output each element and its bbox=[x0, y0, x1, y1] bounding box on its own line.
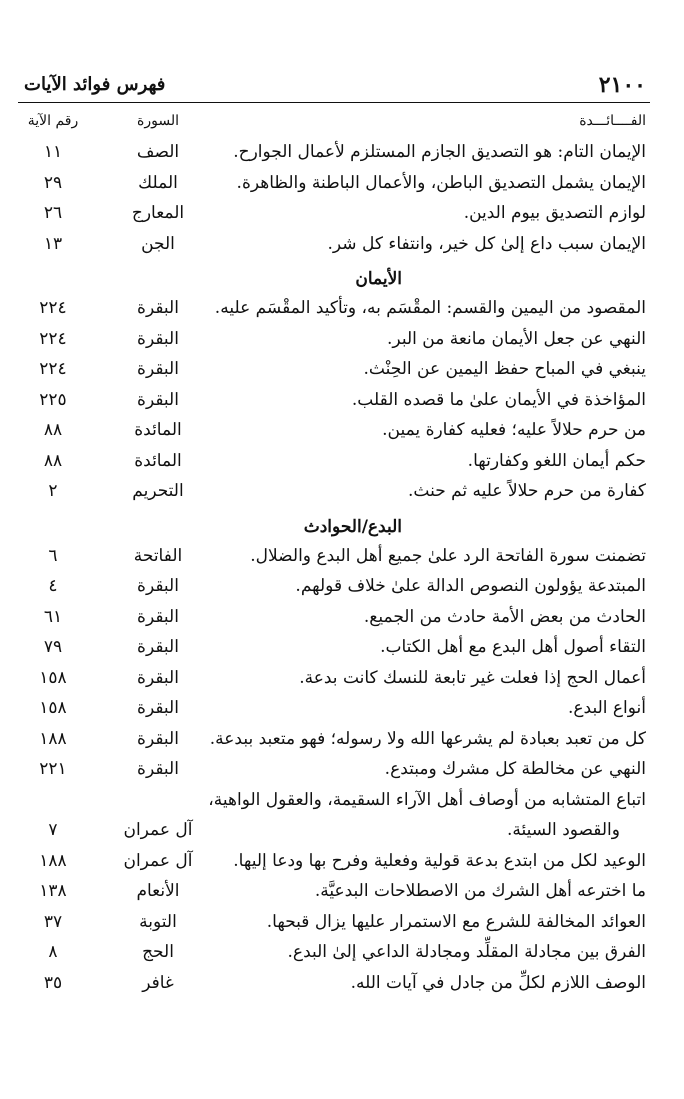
faida-text: المؤاخذة في الأيمان علىٰ ما قصده القلب. bbox=[351, 389, 646, 410]
index-row bbox=[18, 324, 650, 355]
ayah-number: ٨٨ bbox=[43, 420, 63, 440]
faida-text: الإيمان يشمل التصديق الباطن، والأعمال الباطنة والظاهرة. bbox=[236, 172, 646, 193]
column-header-surah: السورة bbox=[137, 113, 179, 129]
section-heading: البدع/الحوادث bbox=[303, 516, 402, 537]
ayah-number: ١٥٨ bbox=[39, 698, 67, 718]
faida-text: أعمال الحج إذا فعلت غير تابعة للنسك كانت بدعة. bbox=[299, 667, 646, 688]
page-number: ٢١٠٠ bbox=[598, 72, 646, 98]
index-row bbox=[18, 602, 650, 633]
ayah-number: ٢٢١ bbox=[39, 759, 67, 779]
surah-name: البقرة bbox=[137, 698, 179, 718]
faida-text: العوائد المخالفة للشرع مع الاستمرار عليها يزال قبحها. bbox=[266, 911, 646, 932]
faida-text: النهي عن جعل الأيمان مانعة من البر. bbox=[387, 328, 646, 349]
surah-name: آل عمران bbox=[123, 850, 193, 871]
column-header-ayah: رقم الآية bbox=[27, 113, 79, 129]
index-row bbox=[18, 846, 650, 877]
index-row bbox=[18, 632, 650, 663]
index-row bbox=[18, 907, 650, 938]
index-list bbox=[18, 137, 650, 998]
faida-text: لوازم التصديق بيوم الدين. bbox=[463, 203, 646, 223]
surah-name: التوبة bbox=[139, 911, 177, 932]
column-headers bbox=[18, 103, 650, 137]
ayah-number: ١٨٨ bbox=[39, 728, 67, 749]
column-header-faida: الفــــائـــدة bbox=[579, 113, 646, 129]
surah-name: البقرة bbox=[137, 328, 179, 349]
surah-name: الصف bbox=[136, 142, 180, 162]
index-row bbox=[18, 815, 650, 846]
surah-name: آل عمران bbox=[123, 820, 193, 840]
ayah-number: ٧٩ bbox=[43, 637, 63, 657]
faida-text: الوعيد لكل من ابتدع بدعة قولية وفعلية وفرح بها ودعا إليها. bbox=[233, 850, 646, 871]
surah-name: الجن bbox=[141, 233, 175, 254]
surah-name: البقرة bbox=[137, 637, 179, 657]
surah-name: البقرة bbox=[137, 298, 179, 318]
ayah-number: ٢٢٤ bbox=[39, 298, 67, 318]
surah-name: البقرة bbox=[137, 359, 179, 379]
surah-name: التحريم bbox=[132, 481, 184, 501]
index-row bbox=[18, 198, 650, 229]
surah-name: البقرة bbox=[137, 759, 179, 779]
ayah-number: ١٣٨ bbox=[39, 881, 67, 901]
ayah-number: ١٣ bbox=[43, 233, 63, 254]
surah-name: الفاتحة bbox=[133, 545, 183, 566]
faida-text: كفارة من حرم حلالاً عليه ثم حنث. bbox=[407, 481, 646, 501]
surah-name: البقرة bbox=[137, 389, 179, 410]
index-row bbox=[18, 476, 650, 507]
faida-text: الحادث من بعض الأمة حادث من الجميع. bbox=[363, 606, 646, 627]
surah-name: المائدة bbox=[134, 450, 182, 471]
faida-text: النهي عن مخالطة كل مشرك ومبتدع. bbox=[384, 759, 646, 779]
surah-name: الملك bbox=[138, 172, 178, 193]
index-row bbox=[18, 754, 650, 785]
faida-text: أنواع البدع. bbox=[567, 698, 646, 718]
index-row bbox=[18, 541, 650, 572]
faida-text: ما اخترعه أهل الشرك من الاصطلاحات البدعيَّة. bbox=[314, 881, 646, 901]
surah-name: البقرة bbox=[137, 606, 179, 627]
faida-text: المبتدعة يؤولون النصوص الدالة علىٰ خلاف قولهم. bbox=[295, 576, 646, 596]
index-page bbox=[18, 68, 650, 998]
surah-name: المعارج bbox=[131, 203, 185, 223]
section-heading: الأيمان bbox=[355, 269, 402, 289]
ayah-number: ٨٨ bbox=[43, 450, 63, 471]
faida-text: التقاء أصول أهل البدع مع أهل الكتاب. bbox=[380, 637, 646, 657]
ayah-number: ٢٦ bbox=[43, 203, 63, 223]
ayah-number: ٤ bbox=[48, 576, 58, 596]
ayah-number: ٢٢٥ bbox=[39, 389, 67, 410]
index-row bbox=[18, 571, 650, 602]
ayah-number: ٢ bbox=[48, 481, 58, 501]
index-row bbox=[18, 693, 650, 724]
faida-text: اتباع المتشابه من أوصاف أهل الآراء السقيمة، والعقول الواهية، bbox=[208, 789, 646, 810]
ayah-number: ١٨٨ bbox=[39, 850, 67, 871]
ayah-number: ٢٢٤ bbox=[39, 359, 67, 379]
surah-name: البقرة bbox=[137, 576, 179, 596]
faida-text: من حرم حلالاً عليه؛ فعليه كفارة يمين. bbox=[382, 420, 646, 440]
ayah-number: ٢٩ bbox=[43, 172, 63, 193]
ayah-number: ٦١ bbox=[43, 606, 63, 627]
page-title: فهرس فوائد الآيات bbox=[24, 74, 166, 95]
faida-text: الفرق بين مجادلة المقلِّد ومجادلة الداعي إلىٰ البدع. bbox=[287, 942, 646, 962]
index-row bbox=[18, 354, 650, 385]
faida-text: والقصود السيئة. bbox=[506, 820, 620, 840]
ayah-number: ٣٧ bbox=[43, 911, 63, 932]
faida-text: تضمنت سورة الفاتحة الرد علىٰ جميع أهل البدع والضلال. bbox=[250, 545, 646, 566]
surah-name: غافر bbox=[142, 972, 174, 993]
index-row bbox=[18, 937, 650, 968]
index-row bbox=[18, 968, 650, 999]
index-row bbox=[18, 293, 650, 324]
index-row bbox=[18, 385, 650, 416]
faida-text: حكم أيمان اللغو وكفارتها. bbox=[467, 450, 646, 471]
index-row bbox=[18, 168, 650, 199]
surah-name: الحج bbox=[142, 942, 174, 962]
ayah-number: ٨ bbox=[48, 942, 58, 962]
ayah-number: ٢٢٤ bbox=[39, 328, 67, 349]
index-row bbox=[18, 415, 650, 446]
ayah-number: ١١ bbox=[43, 142, 63, 162]
faida-text: الإيمان سبب داع إلىٰ كل خير، وانتفاء كل شر. bbox=[327, 233, 646, 254]
ayah-number: ٣٥ bbox=[43, 972, 63, 993]
surah-name: البقرة bbox=[137, 667, 179, 688]
ayah-number: ٦ bbox=[48, 545, 58, 566]
surah-name: البقرة bbox=[137, 728, 179, 749]
index-row bbox=[18, 137, 650, 168]
surah-name: الأنعام bbox=[136, 881, 180, 901]
index-row bbox=[18, 876, 650, 907]
faida-text: كل من تعبد بعبادة لم يشرعها الله ولا رسوله؛ فهو متعبد ببدعة. bbox=[209, 728, 646, 749]
faida-text: المقصود من اليمين والقسم: المقْسَم به، وتأكيد المقْسَم عليه. bbox=[214, 298, 646, 318]
index-row bbox=[18, 229, 650, 260]
ayah-number: ١٥٨ bbox=[39, 667, 67, 688]
faida-text: ينبغي في المباح حفظ اليمين عن الحِنْث. bbox=[363, 359, 646, 379]
page-header bbox=[18, 68, 650, 103]
surah-name: المائدة bbox=[134, 420, 182, 440]
index-row bbox=[18, 663, 650, 694]
index-row bbox=[18, 446, 650, 477]
index-row bbox=[18, 785, 650, 816]
faida-text: الإيمان التام: هو التصديق الجازم المستلزم لأعمال الجوارح. bbox=[233, 142, 646, 162]
faida-text: الوصف اللازم لكلِّ من جادل في آيات الله. bbox=[350, 972, 646, 993]
index-row bbox=[18, 724, 650, 755]
ayah-number: ٧ bbox=[48, 820, 58, 840]
